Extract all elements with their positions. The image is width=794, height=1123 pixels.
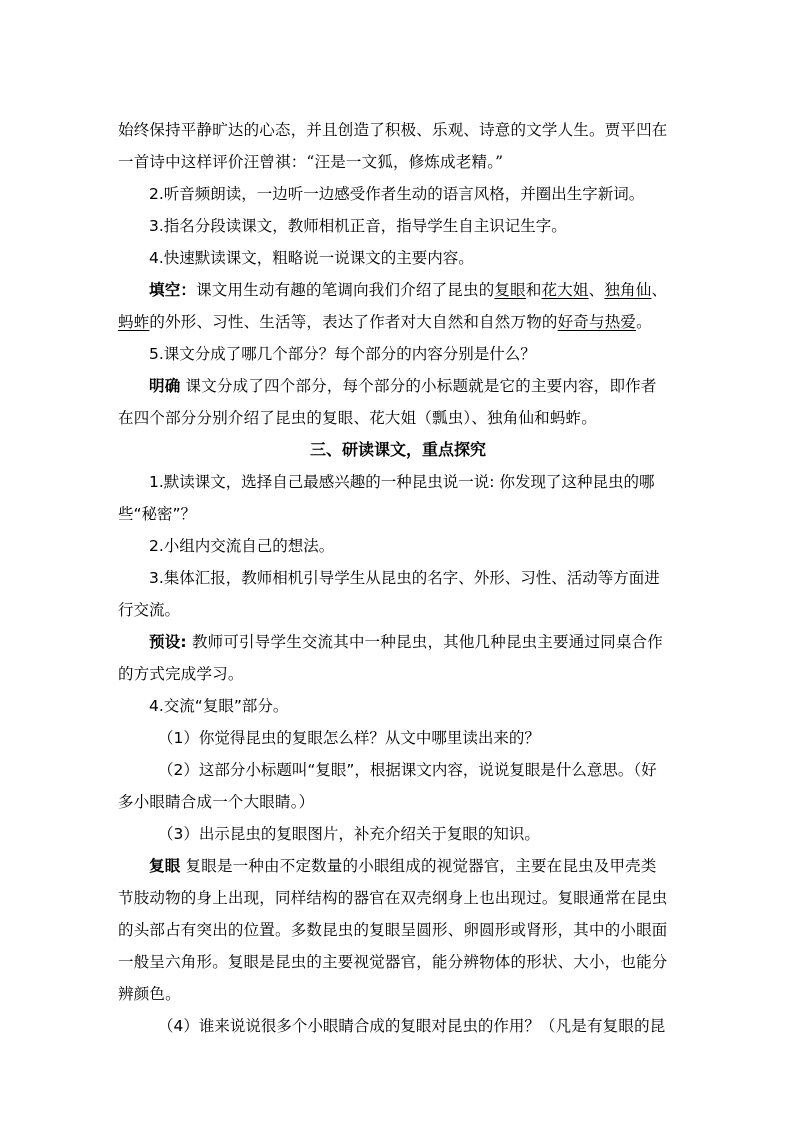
fill-label: 填空： (149, 281, 197, 299)
knowledge-label: 复眼 (149, 857, 181, 875)
sub-question-1: （1）你觉得昆虫的复眼怎么样？从文中哪里读出来的？ (158, 729, 540, 747)
step-2: 2.小组内交流自己的想法。 (149, 537, 335, 555)
answer-blank: 蚂蚱 (118, 313, 150, 331)
answer-label: 明确 (149, 377, 181, 395)
fill-blank-line-1: 填空：课文用生动有趣的笔调向我们介绍了昆虫的复眼和花大姐、独角仙、 (149, 281, 668, 299)
knowledge-line: 辨颜色。 (118, 985, 181, 1003)
knowledge-line: 复眼 复眼是一种由不定数量的小眼组成的视觉器官，主要在昆虫及甲壳类 (149, 857, 657, 875)
preset-line: 预设: 教师可引导学生交流其中一种昆虫，其他几种昆虫主要通过同桌合作 (149, 633, 663, 651)
paragraph-line: 3.指名分段读课文，教师相机正音，指导学生自主识记生字。 (149, 217, 567, 235)
sub-question-4: （4）谁来说说很多个小眼睛合成的复眼对昆虫的作用？（凡是有复眼的昆 (158, 1017, 666, 1035)
sub-question-2: （2）这部分小标题叫“复眼”，根据课文内容，说说复眼是什么意思。（好 (158, 761, 657, 779)
sub-question-3: （3）出示昆虫的复眼图片，补充介绍关于复眼的知识。 (158, 825, 540, 843)
step-1: 1.默读课文，选择自己最感兴趣的一种昆虫说一说: 你发现了这种昆虫的哪 (149, 473, 655, 491)
step-3: 3.集体汇报，教师相机引导学生从昆虫的名字、外形、习性、活动等方面进 (149, 569, 660, 587)
answer-line: 明确 课文分成了四个部分，每个部分的小标题就是它的主要内容，即作者 (149, 377, 657, 395)
knowledge-line: 节肢动物的身上出现，同样结构的器官在双壳纲身上也出现过。复眼通常在昆虫 (118, 889, 668, 907)
paragraph-line: 始终保持平静旷达的心态，并且创造了积极、乐观、诗意的文学人生。贾平凹在 (118, 121, 668, 139)
preset-line: 的方式完成学习。 (118, 665, 244, 683)
paragraph-line: 2.听音频朗读，一边听一边感受作者生动的语言风格，并圈出生字新词。 (149, 185, 645, 203)
knowledge-line: 一般呈六角形。复眼是昆虫的主要视觉器官，能分辨物体的形状、大小，也能分 (118, 953, 668, 971)
paragraph-line: 4.快速默读课文，粗略说一说课文的主要内容。 (149, 249, 474, 267)
fill-blank-line-2: 蚂蚱的外形、习性、生活等，表达了作者对大自然和自然万物的好奇与热爱。 (118, 313, 652, 331)
step-4: 4.交流“复眼”部分。 (149, 697, 289, 715)
step-1-cont: 些“秘密”？ (118, 505, 197, 523)
answer-line: 在四个部分分别介绍了昆虫的复眼、花大姐（瓢虫）、独角仙和蚂蚱。 (118, 409, 597, 427)
paragraph-line: 一首诗中这样评价汪曾祺：“汪是一文狐，修炼成老精。” (118, 153, 504, 171)
answer-blank: 好奇与热爱 (557, 313, 637, 331)
sub-question-2-cont: 多小眼睛合成一个大眼睛。） (118, 793, 315, 811)
answer-blank: 复眼 (494, 281, 526, 299)
preset-label: 预设: (149, 633, 187, 651)
question-5: 5.课文分成了哪几个部分？每个部分的内容分别是什么？ (149, 345, 536, 363)
answer-blank: 花大姐 (541, 281, 589, 299)
step-3-cont: 行交流。 (118, 601, 181, 619)
knowledge-line: 的头部占有突出的位置。多数昆虫的复眼呈圆形、卵圆形或肾形，其中的小眼面 (118, 921, 668, 939)
answer-blank: 独角仙 (604, 281, 652, 299)
section-heading: 三、研读课文，重点探究 (309, 440, 486, 459)
